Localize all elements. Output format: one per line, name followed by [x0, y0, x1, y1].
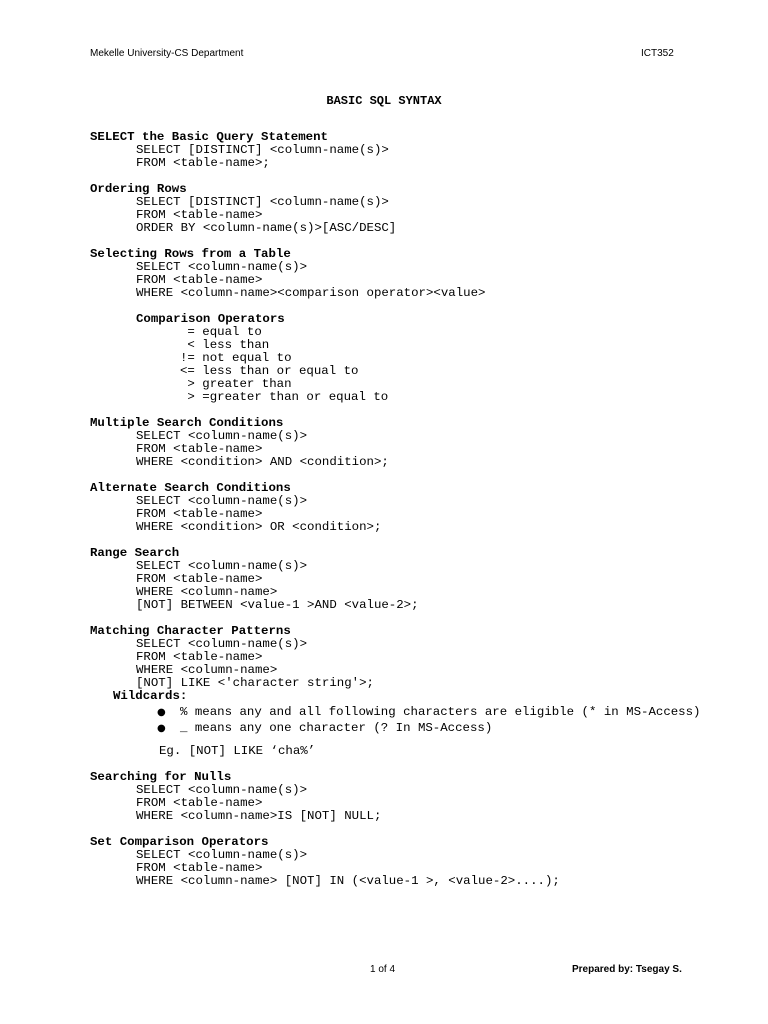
- operator-line: > =greater than or equal to: [180, 390, 389, 404]
- section-select: [90, 131, 710, 170]
- wildcards-list: [90, 706, 710, 735]
- code-line: WHERE <column-name>: [136, 585, 278, 599]
- header-department: Mekelle University-CS Department: [90, 48, 244, 59]
- code-line: FROM <table-name>: [136, 861, 263, 875]
- list-item: [90, 706, 710, 719]
- section-heading: Set Comparison Operators: [90, 835, 269, 849]
- footer-author: Prepared by: Tsegay S.: [572, 964, 682, 975]
- code-line: SELECT <column-name(s)>: [136, 494, 308, 508]
- section-heading: Range Search: [90, 546, 180, 560]
- section-searching-nulls: [90, 771, 710, 823]
- document-body: [90, 131, 710, 901]
- code-line: SELECT [DISTINCT] <column-name(s)>: [136, 143, 389, 157]
- section-set-comparison: [90, 836, 710, 888]
- code-line: FROM <table-name>: [136, 572, 263, 586]
- code-line: WHERE <column-name>: [136, 663, 278, 677]
- operator-line: != not equal to: [180, 351, 292, 365]
- code-line: WHERE <column-name> [NOT] IN (<value-1 >, <value-2>....);: [136, 874, 560, 888]
- page-number: 1 of 4: [370, 964, 396, 975]
- code-line: FROM <table-name>: [136, 208, 263, 222]
- code-line: SELECT <column-name(s)>: [136, 783, 308, 797]
- code-line: FROM <table-name>: [136, 650, 263, 664]
- wildcard-text: _ means any one character (? In MS-Access): [180, 721, 493, 735]
- section-matching-patterns: [90, 625, 710, 758]
- code-line: FROM <table-name>: [136, 442, 263, 456]
- code-line: SELECT <column-name(s)>: [136, 637, 308, 651]
- operator-line: = equal to: [180, 325, 262, 339]
- section-heading: Searching for Nulls: [90, 770, 232, 784]
- section-heading: Matching Character Patterns: [90, 624, 291, 638]
- section-ordering-rows: [90, 183, 710, 235]
- code-line: ORDER BY <column-name(s)>[ASC/DESC]: [136, 221, 397, 235]
- operator-line: <= less than or equal to: [180, 364, 359, 378]
- comparison-operators-heading: Comparison Operators: [136, 312, 285, 326]
- code-line: WHERE <condition> AND <condition>;: [136, 455, 389, 469]
- code-line: SELECT [DISTINCT] <column-name(s)>: [136, 195, 389, 209]
- code-line: FROM <table-name>;: [136, 156, 270, 170]
- section-selecting-rows: [90, 248, 710, 404]
- list-item: [90, 722, 710, 735]
- section-heading: Multiple Search Conditions: [90, 416, 284, 430]
- wildcard-text: % means any and all following characters are eligible (* in MS-Access): [180, 705, 701, 719]
- section-heading: SELECT the Basic Query Statement: [90, 130, 328, 144]
- wildcard-example: Eg. [NOT] LIKE ‘cha%’: [159, 744, 316, 758]
- code-line: SELECT <column-name(s)>: [136, 848, 308, 862]
- bullet-icon: ●: [157, 707, 166, 718]
- section-heading: Selecting Rows from a Table: [90, 247, 291, 261]
- code-line: [NOT] BETWEEN <value-1 >AND <value-2>;: [136, 598, 419, 612]
- code-line: FROM <table-name>: [136, 273, 263, 287]
- page-title: BASIC SQL SYNTAX: [326, 94, 442, 108]
- section-heading: Ordering Rows: [90, 182, 187, 196]
- code-line: WHERE <column-name><comparison operator><value>: [136, 286, 486, 300]
- section-alternate-search: [90, 482, 710, 534]
- code-line: WHERE <column-name>IS [NOT] NULL;: [136, 809, 382, 823]
- wildcards-heading: Wildcards:: [113, 689, 188, 703]
- operator-line: < less than: [180, 338, 270, 352]
- code-line: FROM <table-name>: [136, 796, 263, 810]
- code-line: SELECT <column-name(s)>: [136, 559, 308, 573]
- code-line: SELECT <column-name(s)>: [136, 429, 308, 443]
- section-range-search: [90, 547, 710, 612]
- code-line: [NOT] LIKE <'character string'>;: [136, 676, 374, 690]
- section-multiple-search: [90, 417, 710, 469]
- code-line: WHERE <condition> OR <condition>;: [136, 520, 382, 534]
- code-line: SELECT <column-name(s)>: [136, 260, 308, 274]
- section-heading: Alternate Search Conditions: [90, 481, 291, 495]
- header-course-code: ICT352: [641, 48, 674, 59]
- code-line: FROM <table-name>: [136, 507, 263, 521]
- bullet-icon: ●: [157, 723, 166, 734]
- operator-line: > greater than: [180, 377, 292, 391]
